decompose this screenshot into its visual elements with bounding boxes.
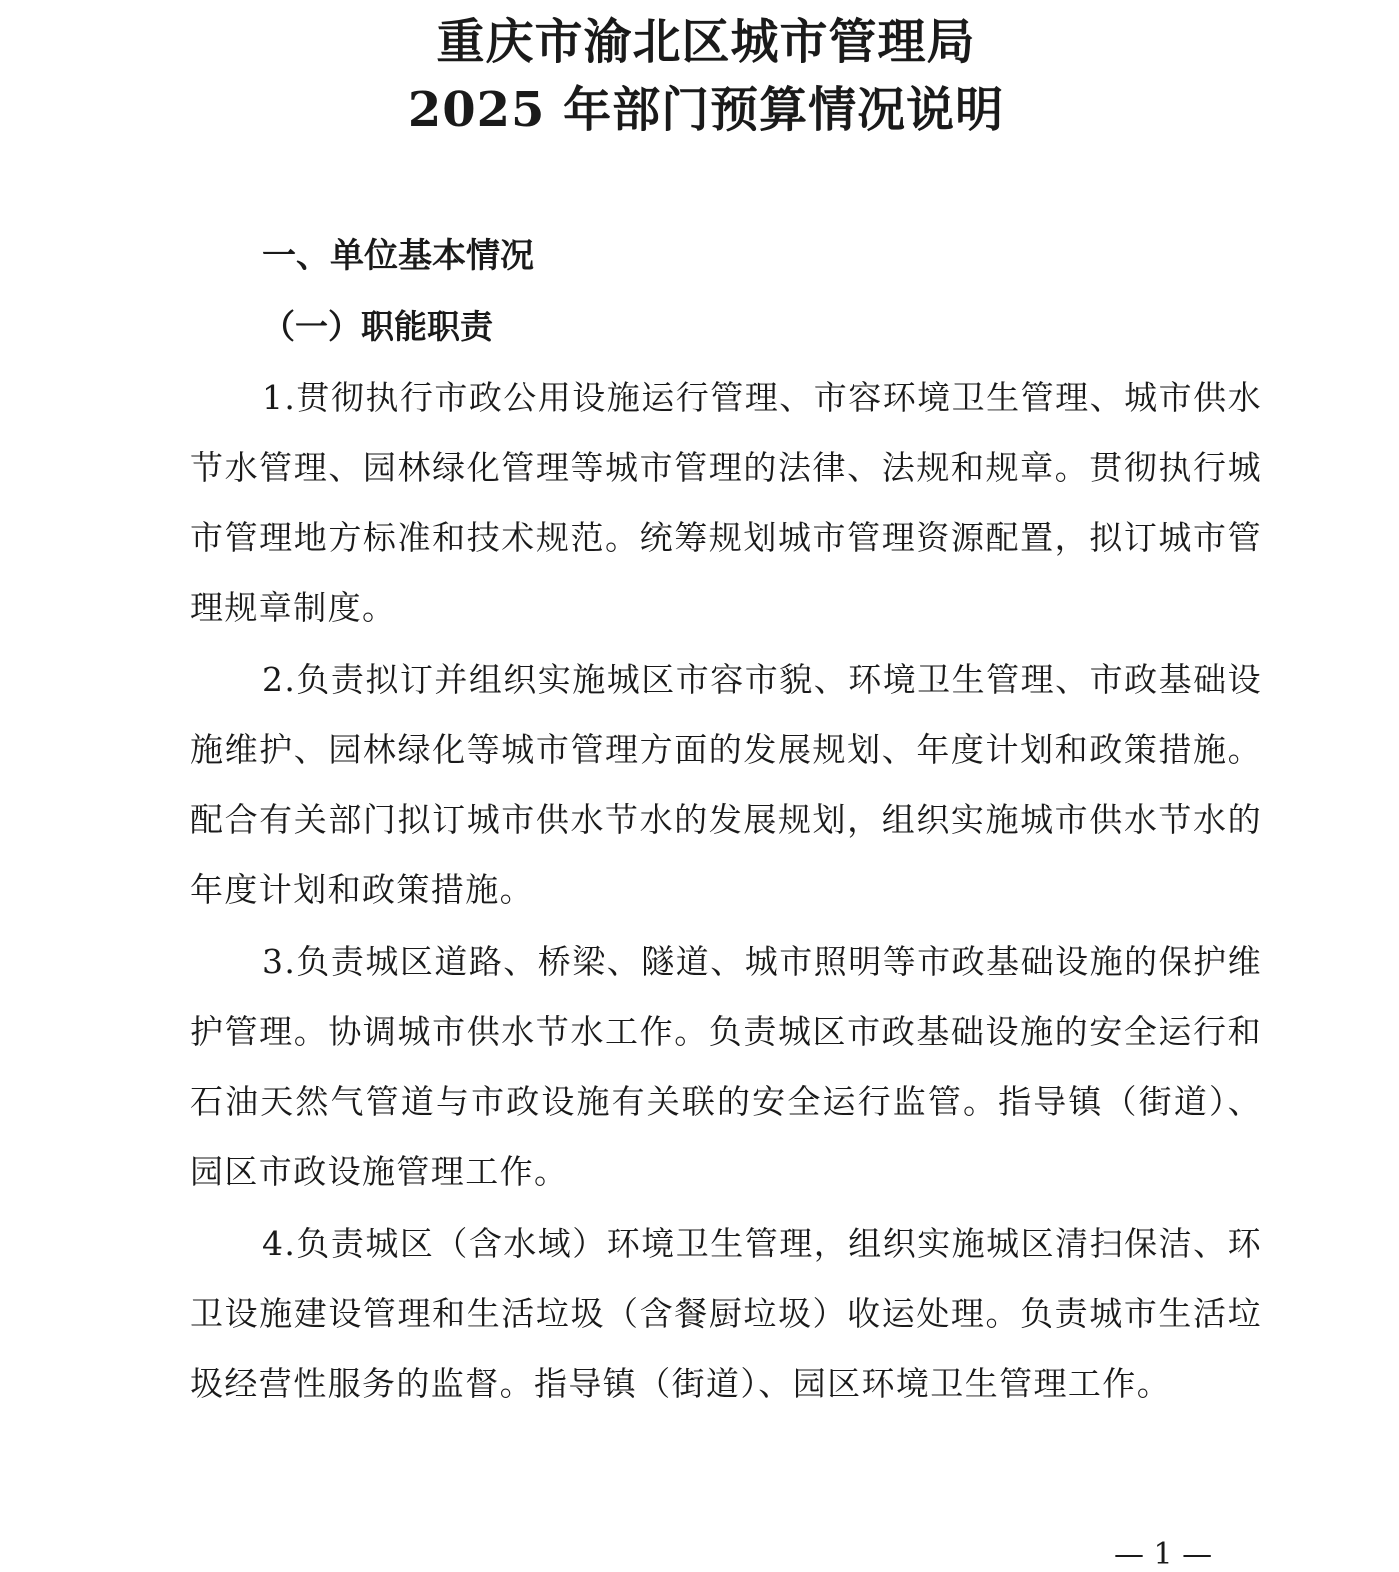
paragraph-4: 4.负责城区（含水域）环境卫生管理，组织实施城区清扫保洁、环卫设施建设管理和生活垃圾（含餐厨垃圾）收运处理。负责城市生活垃圾经营性服务的监督。指导镇（街道）、园区环境卫生管理工作。 <box>190 1224 1262 1403</box>
document-title-line2: 2025 年部门预算情况说明 <box>407 82 1005 138</box>
subsection-heading: （一）职能职责 <box>262 307 493 346</box>
document-title-line1: 重庆市渝北区城市管理局 <box>436 14 976 70</box>
paragraph-2: 2.负责拟订并组织实施城区市容市貌、环境卫生管理、市政基础设施维护、园林绿化等城市管理方面的发展规划、年度计划和政策措施。配合有关部门拟订城市供水节水的发展规划，组织实施城市供水节水的年度计划和政策措施。 <box>190 660 1262 909</box>
paragraph-1: 1.贯彻执行市政公用设施运行管理、市容环境卫生管理、城市供水节水管理、园林绿化管理等城市管理的法律、法规和规章。贯彻执行城市管理地方标准和技术规范。统筹规划城市管理资源配置，拟订城市管理规章制度。 <box>190 378 1262 627</box>
page-number: — 1 — <box>1114 1537 1213 1572</box>
section-heading: 一、单位基本情况 <box>262 236 534 276</box>
paragraph-3: 3.负责城区道路、桥梁、隧道、城市照明等市政基础设施的保护维护管理。协调城市供水节水工作。负责城区市政基础设施的安全运行和石油天然气管道与市政设施有关联的安全运行监管。指导镇（街道）、园区市政设施管理工作。 <box>190 942 1262 1191</box>
